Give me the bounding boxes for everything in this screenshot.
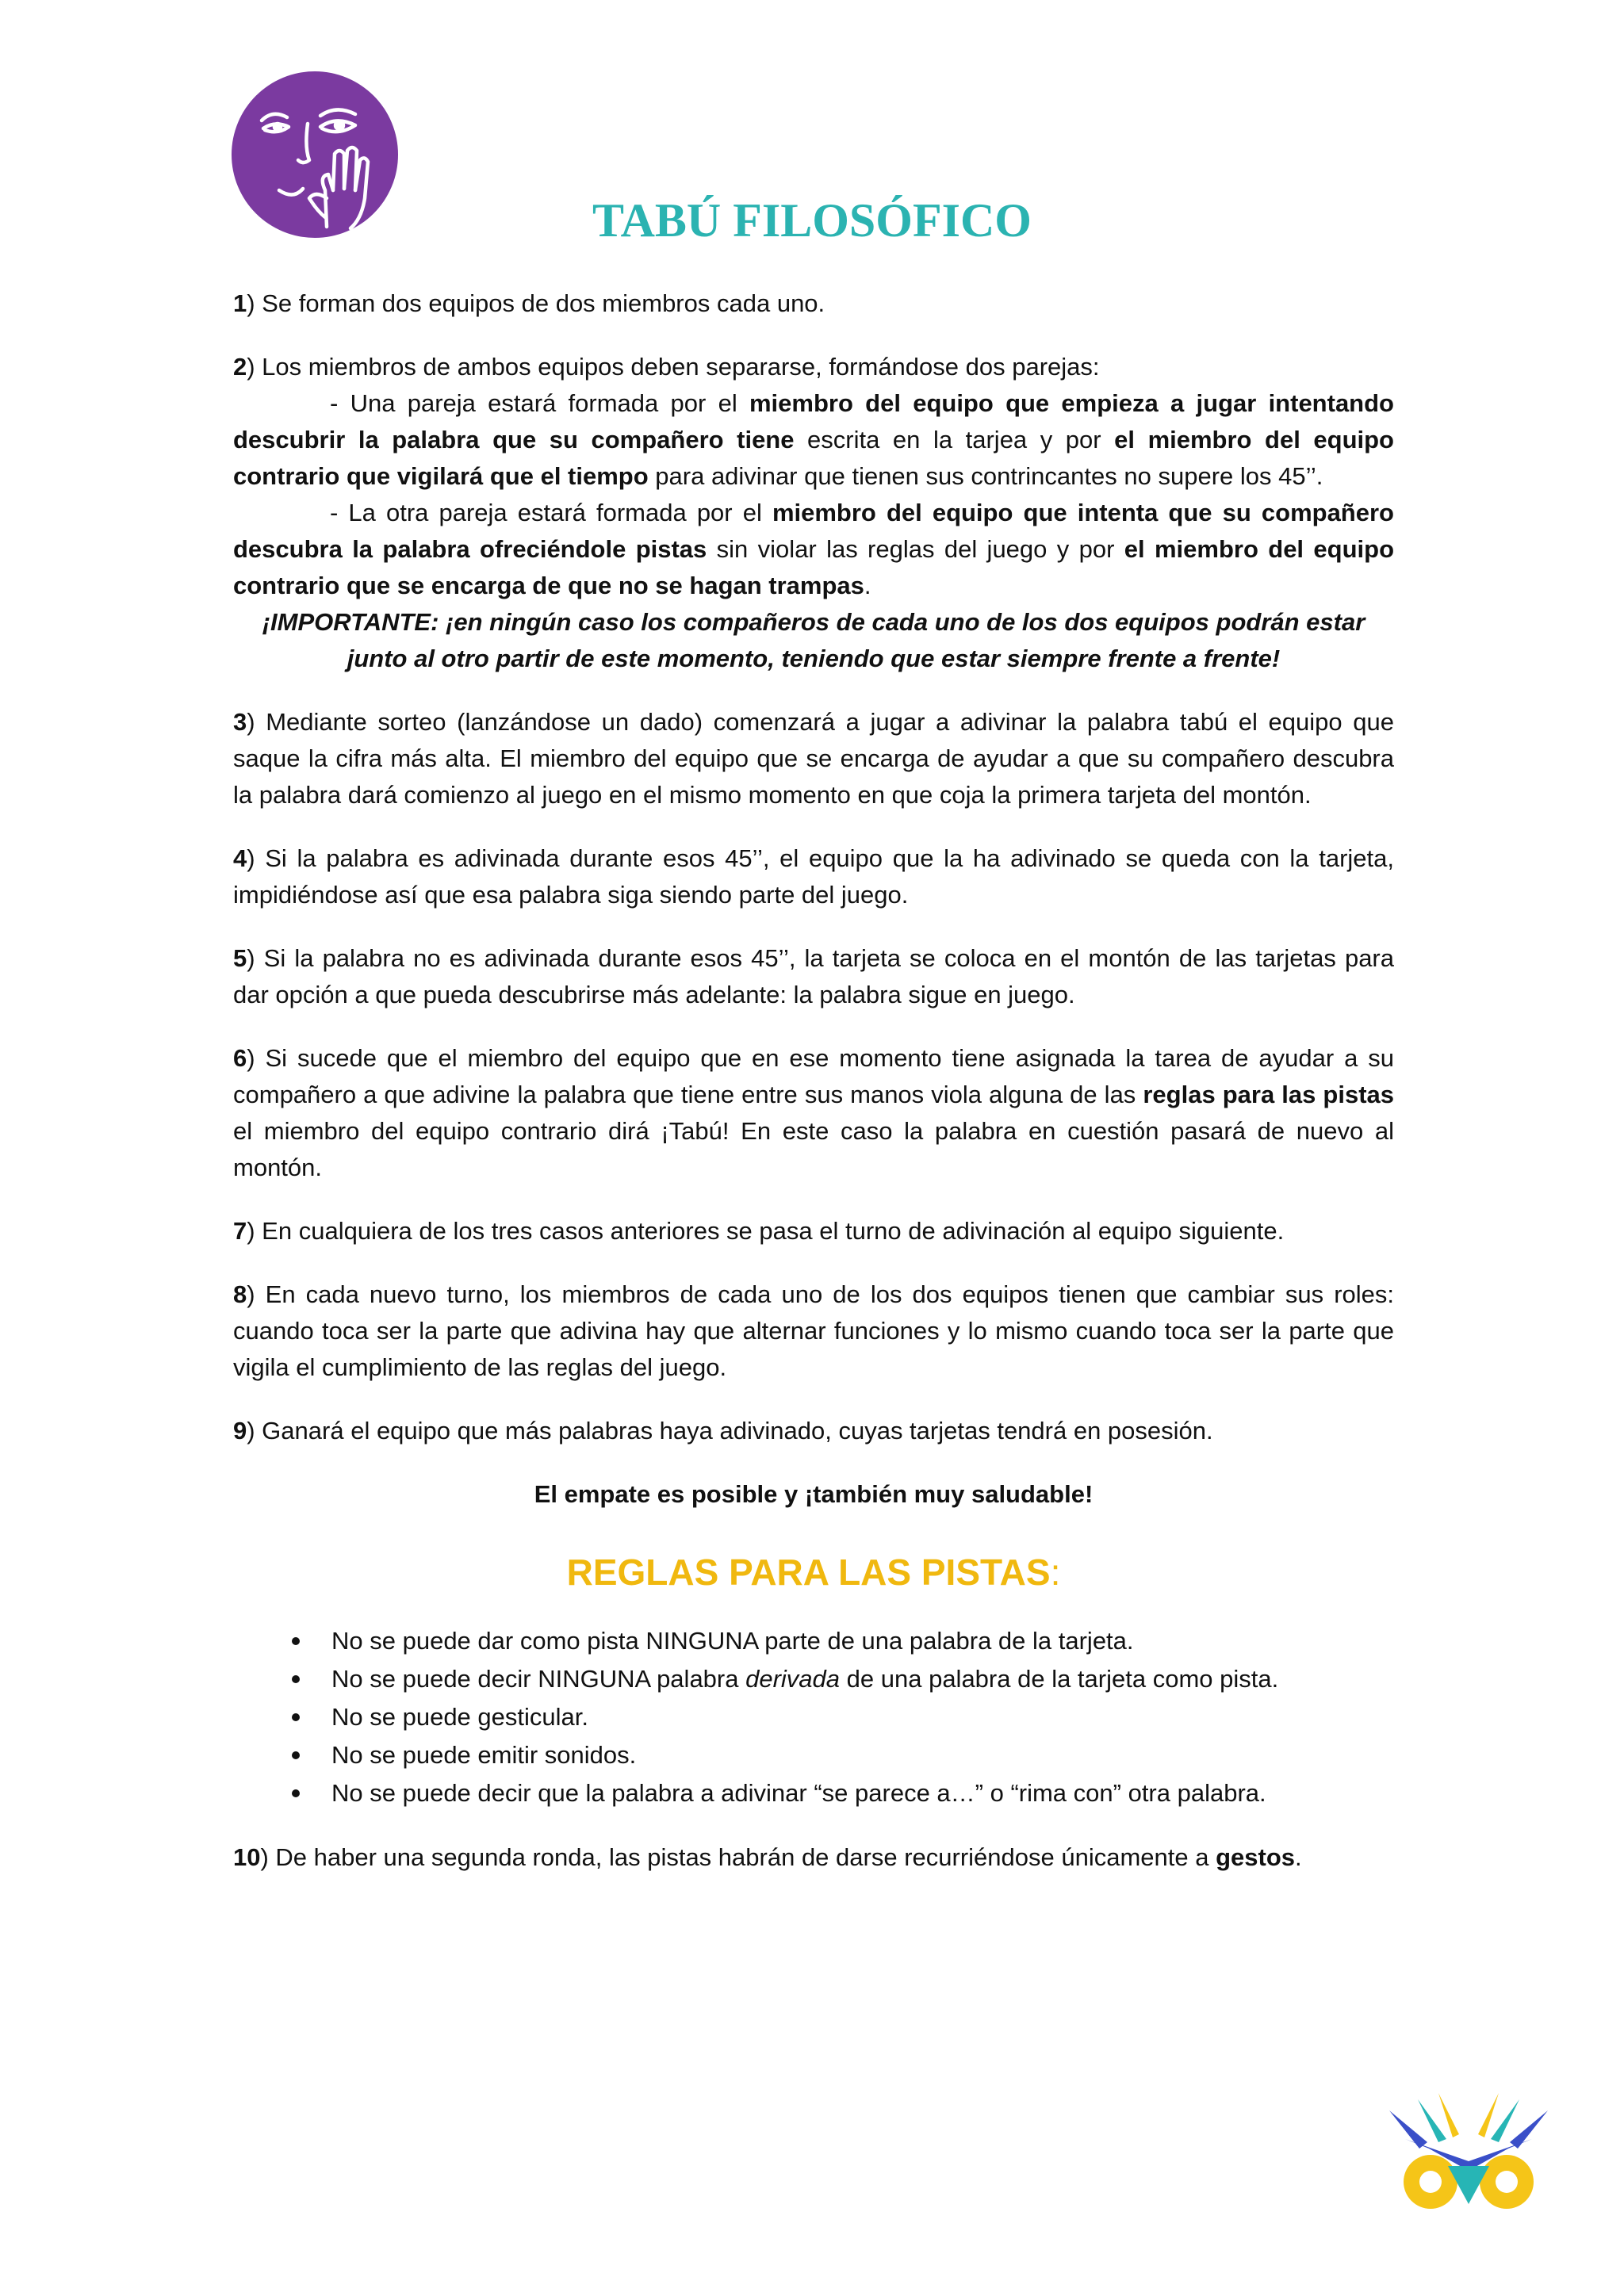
rule-8: 8) En cada nuevo turno, los miembros de cada uno de los dos equipos tienen que cambiar sus roles: cuando toca ser la parte que adivina hay que alternar funciones y lo mismo cuando toca ser la parte que vigila el cumplimiento de las reglas del juego.: [233, 1280, 1394, 1381]
list-item: No se puede dar como pista NINGUNA parte de una palabra de la tarjeta.: [233, 1622, 1394, 1660]
list-item: No se puede emitir sonidos.: [233, 1736, 1394, 1774]
rule-4: 4) Si la palabra es adivinada durante esos 45’’, el equipo que la ha adivinado se queda con la tarjeta, impidiéndose así que esa palabra siga siendo parte del juego.: [233, 844, 1394, 909]
rule-5: 5) Si la palabra no es adivinada durante esos 45’’, la tarjeta se coloca en el montón de las tarjetas para dar opción a que pueda descubrirse más adelante: la palabra sigue en juego.: [233, 944, 1394, 1008]
rule-2-pair-b: - La otra pareja estará formada por el miembro del equipo que intenta que su compañero descubra la palabra ofreciéndole pistas sin violar las reglas del juego y por el miembro del equipo contrario que se encarga de que no se hagan trampas.: [233, 499, 1395, 599]
rules-content: [233, 285, 1394, 1903]
list-item: No se puede decir NINGUNA palabra derivada de una palabra de la tarjeta como pista.: [233, 1660, 1394, 1698]
clues-heading: REGLAS PARA LAS PISTAS:: [566, 1552, 1061, 1593]
important-note: ¡IMPORTANTE: ¡en ningún caso los compañeros de cada uno de los dos equipos podrán estar junto al otro partir de este momento, teniendo que estar siempre frente a frente!: [262, 608, 1365, 672]
rule-7: 7) En cualquiera de los tres casos anteriores se pasa el turno de adivinación al equipo siguiente.: [233, 1217, 1285, 1245]
rule-9: 9) Ganará el equipo que más palabras haya adivinado, cuyas tarjetas tendrá en posesión.: [233, 1417, 1213, 1445]
tie-note: El empate es posible y ¡también muy saludable!: [534, 1480, 1094, 1508]
page-title: TABÚ FILOSÓFICO: [592, 194, 1032, 247]
rule-6: 6) Si sucede que el miembro del equipo que en ese momento tiene asignada la tarea de ayudar a su compañero a que adivine la palabra que tiene entre sus manos viola alguna de las reglas para las pistas el miembro del equipo contrario dirá ¡Tabú! En este caso la palabra en cuestión pasará de nuevo al montón.: [233, 1044, 1394, 1181]
list-item: No se puede gesticular.: [233, 1698, 1394, 1736]
owl-logo-icon: [1389, 2093, 1548, 2220]
rule-1: 1) Se forman dos equipos de dos miembros cada uno.: [233, 289, 825, 317]
clues-list: [233, 1622, 1394, 1812]
rule-2-intro: 2) Los miembros de ambos equipos deben separarse, formándose dos parejas:: [233, 353, 1100, 381]
list-item: No se puede decir que la palabra a adivinar “se parece a…” o “rima con” otra palabra.: [233, 1774, 1394, 1812]
rule-3: 3) Mediante sorteo (lanzándose un dado) comenzará a jugar a adivinar la palabra tabú el equipo que saque la cifra más alta. El miembro del equipo que se encarga de ayudar a que su compañero descubra la palabra dará comienzo al juego en el mismo momento en que coja la primera tarjeta del montón.: [233, 708, 1394, 809]
rule-2-pair-a: - Una pareja estará formada por el miembro del equipo que empieza a jugar intentando descubrir la palabra que su compañero tiene escrita en la tarjea y por el miembro del equipo contrario que vigilará que el tiempo para adivinar que tienen sus contrincantes no supere los 45’’.: [233, 389, 1394, 490]
rule-10: 10) De haber una segunda ronda, las pistas habrán de darse recurriéndose únicamente a gestos.: [233, 1843, 1302, 1871]
